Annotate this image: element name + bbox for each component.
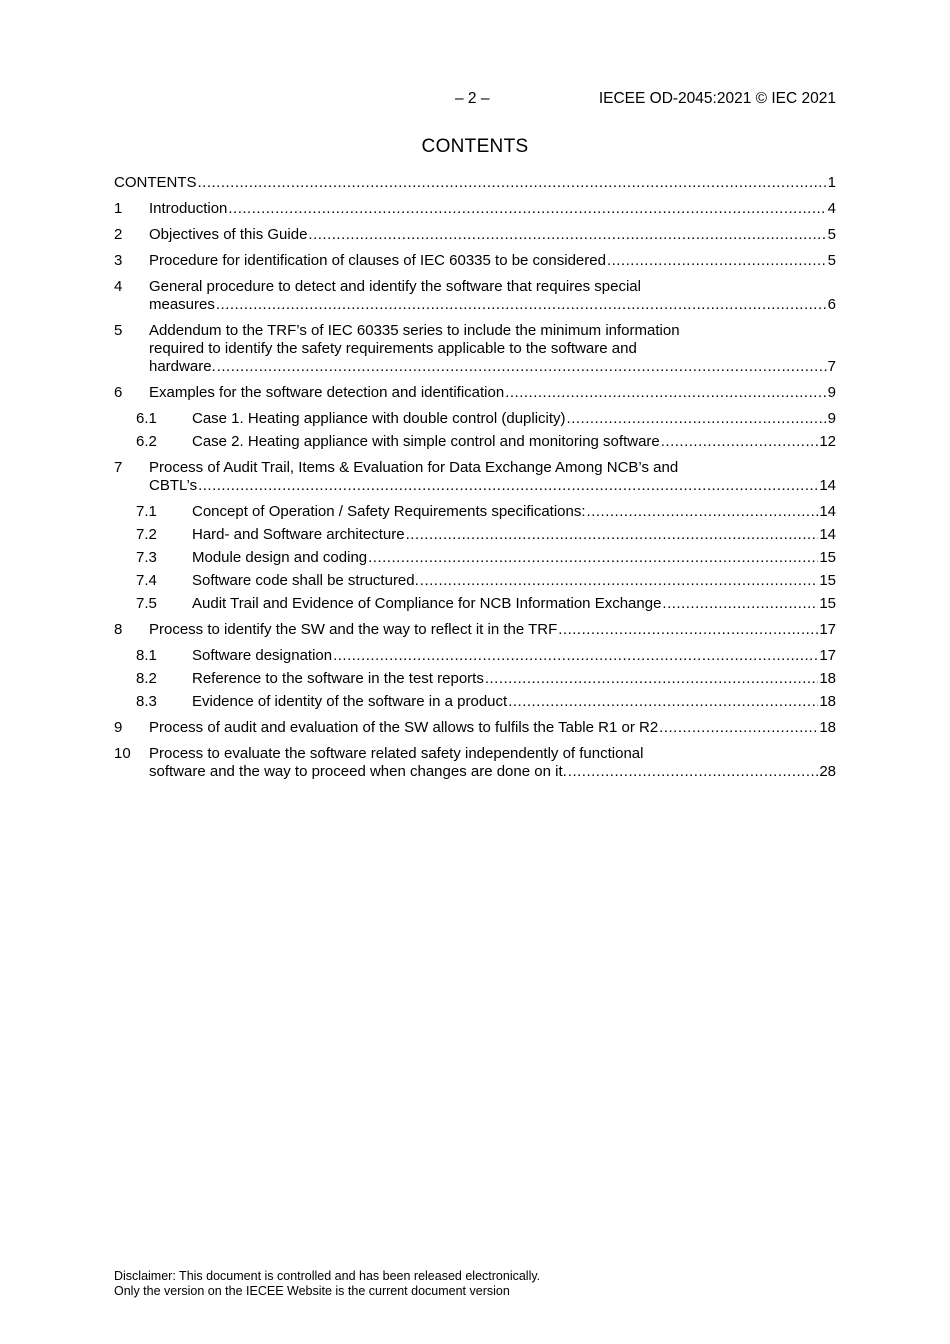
toc-entry-title: hardware. (149, 358, 216, 375)
toc-entry[interactable] (114, 719, 836, 737)
toc-entry-page: 1 (827, 174, 836, 191)
toc-entry-title: Procedure for identification of clauses of IEC 60335 to be considered (149, 252, 606, 269)
toc-entry-title: Process of audit and evaluation of the SW allows to fulfils the Table R1 or R2 (149, 719, 659, 736)
dot-leader (420, 572, 819, 590)
toc-entry-page: 15 (819, 549, 836, 566)
dot-leader (558, 621, 818, 639)
toc-entry-page: 9 (827, 384, 836, 401)
toc-entry-number: 6 (114, 384, 123, 401)
toc-entry[interactable] (114, 572, 836, 590)
disclaimer-line-2: Only the version on the IECEE Website is the current document version (114, 1284, 510, 1298)
toc-entry-page: 5 (827, 252, 836, 269)
dot-leader (662, 595, 818, 613)
dot-leader (198, 174, 827, 192)
toc-entry[interactable] (114, 200, 836, 218)
toc-entry-number: 9 (114, 719, 123, 736)
toc-entry[interactable] (114, 647, 836, 665)
dot-leader (659, 719, 818, 737)
toc-entry-title-line: Process to evaluate the software related safety independently of functional (149, 745, 644, 762)
dot-leader (508, 693, 818, 711)
dot-leader (308, 226, 826, 244)
toc-entry-title: Case 1. Heating appliance with double control (duplicity) (192, 410, 566, 427)
dot-leader (198, 477, 818, 495)
toc-entry-number: 7.5 (136, 595, 157, 612)
dot-leader (567, 410, 827, 428)
toc-entry-number: 7.4 (136, 572, 157, 589)
toc-entry-title: Introduction (149, 200, 228, 217)
toc-entry[interactable] (114, 174, 836, 192)
toc-entry-number: 6.1 (136, 410, 157, 427)
toc-entry-title: measures (149, 296, 215, 313)
toc-entry-page: 14 (819, 503, 836, 520)
toc-entry-number: 7.3 (136, 549, 157, 566)
toc-entry-page: 15 (819, 595, 836, 612)
toc-entry-title: Reference to the software in the test reports (192, 670, 484, 687)
toc-entry-number: 5 (114, 322, 123, 339)
toc-entry[interactable] (114, 549, 836, 567)
toc-entry-page: 17 (819, 647, 836, 664)
document-id: IECEE OD-2045:2021 © IEC 2021 (598, 90, 836, 107)
toc-entry-title: Audit Trail and Evidence of Compliance for NCB Information Exchange (192, 595, 662, 612)
disclaimer (114, 1269, 540, 1299)
toc-entry[interactable] (114, 226, 836, 244)
dot-leader (661, 433, 819, 451)
dot-leader (587, 503, 819, 521)
toc-entry-number: 7.1 (136, 503, 157, 520)
toc-entry-number: 2 (114, 226, 123, 243)
toc-entry-title: Examples for the software detection and identification (149, 384, 505, 401)
toc-entry-title: Software code shall be structured. (192, 572, 419, 589)
dot-leader (485, 670, 818, 688)
toc-entry-page: 7 (827, 358, 836, 375)
toc-entry-page: 14 (819, 477, 836, 494)
toc-entry[interactable] (114, 745, 836, 781)
toc-entry[interactable] (114, 410, 836, 428)
toc-entry-title-line: required to identify the safety requirements applicable to the software and (149, 340, 637, 357)
disclaimer-line-1: Disclaimer: This document is controlled and has been released electronically. (114, 1269, 541, 1283)
toc-entry[interactable] (114, 670, 836, 688)
toc-entry-title: Hard- and Software architecture (192, 526, 405, 543)
toc-entry-page: 15 (819, 572, 836, 589)
dot-leader (228, 200, 826, 218)
toc-entry-page: 17 (819, 621, 836, 638)
toc-entry[interactable] (114, 526, 836, 544)
toc-entry[interactable] (114, 433, 836, 451)
toc-entry[interactable] (114, 278, 836, 314)
toc-entry-title: software and the way to proceed when changes are done on it. (149, 763, 567, 780)
toc-entry-title-line: Addendum to the TRF’s of IEC 60335 series to include the minimum information (149, 322, 680, 339)
toc-entry[interactable] (114, 322, 836, 376)
toc-entry[interactable] (114, 503, 836, 521)
dot-leader (505, 384, 826, 402)
dot-leader (333, 647, 818, 665)
toc-entry-page: 12 (819, 433, 836, 450)
toc-entry-number: 8.2 (136, 670, 157, 687)
toc-entry-title: Objectives of this Guide (149, 226, 308, 243)
toc-entry-page: 9 (827, 410, 836, 427)
dot-leader (216, 296, 827, 314)
toc-entry-page: 14 (819, 526, 836, 543)
toc-entry-number: 7 (114, 459, 123, 476)
toc-entry-title: CONTENTS (114, 174, 197, 191)
toc-entry-page: 28 (819, 763, 836, 780)
toc-entry[interactable] (114, 252, 836, 270)
toc-entry[interactable] (114, 595, 836, 613)
toc-entry-title: Module design and coding (192, 549, 368, 566)
toc-entry-number: 3 (114, 252, 123, 269)
dot-leader (568, 763, 819, 781)
toc-entry-page: 18 (819, 719, 836, 736)
toc-entry-title-line: General procedure to detect and identify the software that requires special (149, 278, 641, 295)
toc-entry[interactable] (114, 693, 836, 711)
toc-entry-page: 6 (827, 296, 836, 313)
toc-entry-title: Process to identify the SW and the way to reflect it in the TRF (149, 621, 558, 638)
page-title: CONTENTS (421, 136, 529, 157)
toc-entry-number: 1 (114, 200, 123, 217)
toc-entry-number: 6.2 (136, 433, 157, 450)
toc-entry-number: 8.1 (136, 647, 157, 664)
toc-entry-page: 18 (819, 693, 836, 710)
toc-entry-title: Evidence of identity of the software in a product (192, 693, 508, 710)
dot-leader (607, 252, 827, 270)
page-header (0, 90, 950, 110)
toc-entry-number: 8 (114, 621, 123, 638)
dot-leader (368, 549, 818, 567)
toc-entry-number: 8.3 (136, 693, 157, 710)
toc-entry-title: Software designation (192, 647, 333, 664)
toc-entry[interactable] (114, 384, 836, 402)
toc-entry-number: 4 (114, 278, 123, 295)
toc-entry-number: 10 (114, 745, 131, 762)
toc-entry-page: 4 (827, 200, 836, 217)
toc-entry-number: 7.2 (136, 526, 157, 543)
page-number: – 2 – (455, 90, 490, 107)
table-of-contents (114, 174, 836, 789)
toc-entry-title: Concept of Operation / Safety Requirements specifications: (192, 503, 586, 520)
toc-entry-title-line: Process of Audit Trail, Items & Evaluation for Data Exchange Among NCB’s and (149, 459, 679, 476)
toc-entry[interactable] (114, 459, 836, 495)
dot-leader (217, 358, 827, 376)
toc-entry-page: 5 (827, 226, 836, 243)
dot-leader (406, 526, 819, 544)
toc-entry-title: Case 2. Heating appliance with simple control and monitoring software (192, 433, 660, 450)
toc-entry[interactable] (114, 621, 836, 639)
toc-entry-page: 18 (819, 670, 836, 687)
toc-entry-title: CBTL’s (149, 477, 198, 494)
